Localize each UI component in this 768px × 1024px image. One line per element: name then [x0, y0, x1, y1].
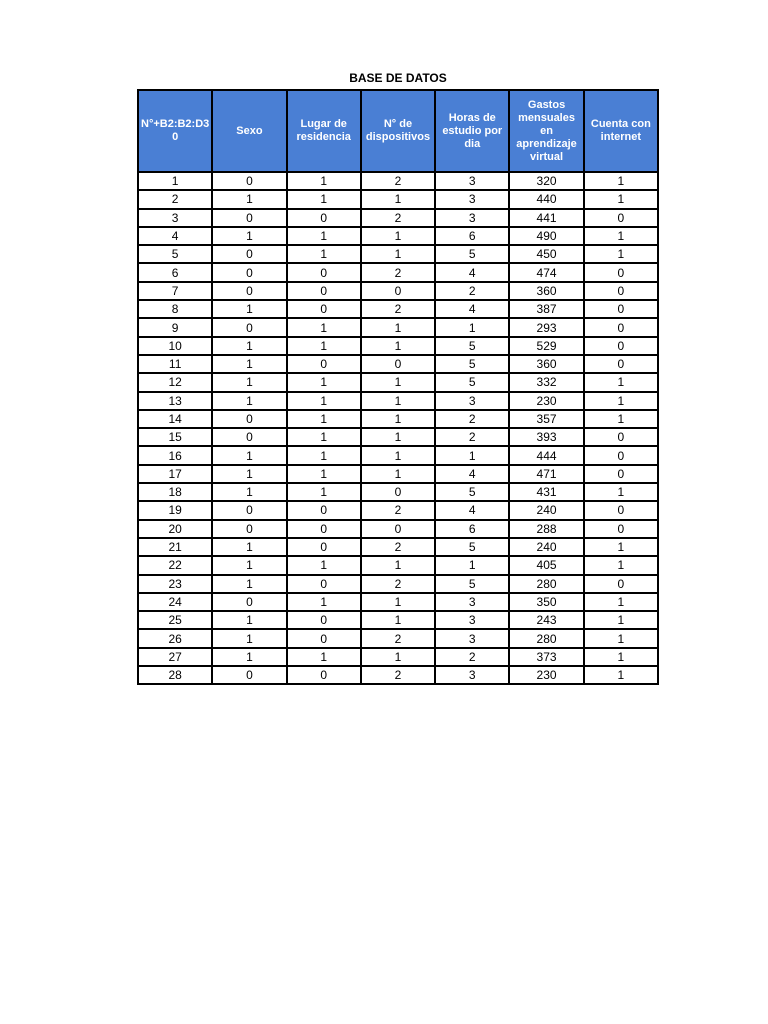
- table-row: [138, 373, 658, 391]
- table-cell: 431: [509, 483, 583, 501]
- table-row: [138, 575, 658, 593]
- table-cell: 1: [361, 318, 435, 336]
- table-cell: 1: [361, 245, 435, 263]
- table-cell: 0: [287, 263, 361, 281]
- table-cell: 0: [361, 520, 435, 538]
- table-cell: 5: [435, 245, 509, 263]
- table-row: [138, 337, 658, 355]
- table-cell: 5: [138, 245, 212, 263]
- table-cell: 21: [138, 538, 212, 556]
- table-body: [138, 172, 658, 684]
- table-cell: 6: [435, 520, 509, 538]
- table-cell: 8: [138, 300, 212, 318]
- table-cell: 1: [361, 428, 435, 446]
- column-header: Lugar de residencia: [287, 90, 361, 172]
- table-cell: 0: [212, 501, 286, 519]
- table-cell: 1: [584, 227, 658, 245]
- table-cell: 2: [361, 209, 435, 227]
- table-row: [138, 446, 658, 464]
- table-cell: 24: [138, 593, 212, 611]
- table-row: [138, 227, 658, 245]
- table-cell: 387: [509, 300, 583, 318]
- table-cell: 360: [509, 355, 583, 373]
- table-cell: 1: [212, 337, 286, 355]
- table-cell: 240: [509, 501, 583, 519]
- table-row: [138, 666, 658, 684]
- table-row: [138, 629, 658, 647]
- table-cell: 0: [287, 575, 361, 593]
- table-cell: 320: [509, 172, 583, 190]
- table-cell: 1: [361, 446, 435, 464]
- table-cell: 1: [287, 446, 361, 464]
- table-cell: 1: [361, 648, 435, 666]
- table-cell: 1: [584, 593, 658, 611]
- table-cell: 280: [509, 575, 583, 593]
- table-cell: 240: [509, 538, 583, 556]
- table-cell: 0: [212, 520, 286, 538]
- table-cell: 1: [287, 428, 361, 446]
- table-row: [138, 392, 658, 410]
- table-cell: 0: [287, 520, 361, 538]
- table-cell: 0: [584, 300, 658, 318]
- table-cell: 1: [361, 410, 435, 428]
- table-cell: 2: [435, 410, 509, 428]
- table-cell: 22: [138, 556, 212, 574]
- table-cell: 5: [435, 337, 509, 355]
- table-cell: 0: [584, 209, 658, 227]
- table-cell: 3: [435, 190, 509, 208]
- table-cell: 4: [435, 263, 509, 281]
- table-header: [138, 90, 658, 172]
- table-cell: 25: [138, 611, 212, 629]
- table-cell: 0: [212, 263, 286, 281]
- table-cell: 360: [509, 282, 583, 300]
- table-cell: 0: [584, 501, 658, 519]
- table-cell: 529: [509, 337, 583, 355]
- table-cell: 1: [212, 648, 286, 666]
- table-cell: 1: [584, 373, 658, 391]
- table-cell: 2: [361, 300, 435, 318]
- table-cell: 2: [435, 282, 509, 300]
- table-row: [138, 483, 658, 501]
- table-cell: 4: [435, 465, 509, 483]
- table-row: [138, 465, 658, 483]
- table-cell: 2: [435, 648, 509, 666]
- table-cell: 1: [287, 410, 361, 428]
- table-cell: 6: [138, 263, 212, 281]
- table-row: [138, 611, 658, 629]
- table-cell: 1: [287, 337, 361, 355]
- table-cell: 1: [212, 556, 286, 574]
- header-row: [138, 90, 658, 172]
- table-cell: 0: [584, 465, 658, 483]
- table-cell: 0: [212, 410, 286, 428]
- column-header: N° de dispositivos: [361, 90, 435, 172]
- table-cell: 0: [287, 209, 361, 227]
- table-cell: 1: [584, 410, 658, 428]
- table-cell: 0: [212, 428, 286, 446]
- table-cell: 0: [287, 501, 361, 519]
- table-cell: 0: [584, 520, 658, 538]
- table-row: [138, 593, 658, 611]
- table-cell: 1: [361, 556, 435, 574]
- table-cell: 2: [361, 172, 435, 190]
- table-cell: 4: [435, 501, 509, 519]
- table-cell: 1: [584, 538, 658, 556]
- table-cell: 16: [138, 446, 212, 464]
- table-cell: 1: [287, 373, 361, 391]
- table-cell: 1: [287, 172, 361, 190]
- table-cell: 26: [138, 629, 212, 647]
- table-cell: 1: [212, 392, 286, 410]
- table-cell: 3: [435, 666, 509, 684]
- table-cell: 0: [361, 355, 435, 373]
- table-cell: 0: [287, 355, 361, 373]
- table-cell: 20: [138, 520, 212, 538]
- table-cell: 5: [435, 538, 509, 556]
- table-cell: 373: [509, 648, 583, 666]
- table-cell: 1: [212, 629, 286, 647]
- table-cell: 441: [509, 209, 583, 227]
- table-cell: 1: [584, 648, 658, 666]
- table-cell: 357: [509, 410, 583, 428]
- table-cell: 1: [212, 575, 286, 593]
- table-cell: 0: [287, 611, 361, 629]
- table-cell: 474: [509, 263, 583, 281]
- table-row: [138, 428, 658, 446]
- table-cell: 0: [584, 263, 658, 281]
- table-cell: 1: [435, 556, 509, 574]
- table-cell: 0: [212, 172, 286, 190]
- table-cell: 1: [584, 611, 658, 629]
- table-row: [138, 538, 658, 556]
- table-cell: 1: [287, 556, 361, 574]
- table-cell: 0: [361, 483, 435, 501]
- column-header: Gastos mensuales en aprendizaje virtual: [509, 90, 583, 172]
- table-row: [138, 520, 658, 538]
- table-cell: 2: [361, 538, 435, 556]
- table-cell: 1: [212, 373, 286, 391]
- table-cell: 17: [138, 465, 212, 483]
- table-row: [138, 556, 658, 574]
- table-row: [138, 190, 658, 208]
- table-cell: 1: [287, 593, 361, 611]
- table-cell: 3: [435, 392, 509, 410]
- table-cell: 1: [287, 227, 361, 245]
- table-cell: 1: [212, 483, 286, 501]
- table-cell: 0: [584, 282, 658, 300]
- table-cell: 490: [509, 227, 583, 245]
- table-cell: 4: [138, 227, 212, 245]
- table-cell: 1: [584, 245, 658, 263]
- table-cell: 0: [287, 300, 361, 318]
- table-cell: 5: [435, 483, 509, 501]
- table-cell: 1: [361, 337, 435, 355]
- table-cell: 2: [361, 666, 435, 684]
- table-cell: 1: [212, 190, 286, 208]
- table-cell: 19: [138, 501, 212, 519]
- table-cell: 5: [435, 355, 509, 373]
- data-table: [137, 89, 659, 685]
- table-cell: 393: [509, 428, 583, 446]
- table-cell: 0: [361, 282, 435, 300]
- table-cell: 1: [584, 392, 658, 410]
- table-cell: 1: [584, 666, 658, 684]
- table-row: [138, 648, 658, 666]
- table-cell: 1: [287, 392, 361, 410]
- table-cell: 1: [361, 373, 435, 391]
- table-cell: 1: [584, 629, 658, 647]
- table-cell: 28: [138, 666, 212, 684]
- table-cell: 23: [138, 575, 212, 593]
- table-cell: 14: [138, 410, 212, 428]
- table-cell: 10: [138, 337, 212, 355]
- table-cell: 0: [584, 355, 658, 373]
- table-cell: 12: [138, 373, 212, 391]
- table-cell: 1: [584, 190, 658, 208]
- table-row: [138, 245, 658, 263]
- table-cell: 1: [212, 465, 286, 483]
- table-cell: 1: [212, 538, 286, 556]
- table-cell: 7: [138, 282, 212, 300]
- table-cell: 1: [361, 465, 435, 483]
- table-row: [138, 410, 658, 428]
- table-cell: 2: [361, 575, 435, 593]
- table-cell: 2: [361, 629, 435, 647]
- table-cell: 4: [435, 300, 509, 318]
- table-cell: 11: [138, 355, 212, 373]
- table-cell: 15: [138, 428, 212, 446]
- table-cell: 293: [509, 318, 583, 336]
- table-cell: 0: [584, 428, 658, 446]
- table-cell: 1: [138, 172, 212, 190]
- table-cell: 1: [584, 172, 658, 190]
- table-cell: 444: [509, 446, 583, 464]
- table-row: [138, 282, 658, 300]
- table-cell: 1: [287, 465, 361, 483]
- table-cell: 6: [435, 227, 509, 245]
- table-cell: 3: [435, 593, 509, 611]
- table-cell: 1: [212, 355, 286, 373]
- table-cell: 471: [509, 465, 583, 483]
- table-cell: 332: [509, 373, 583, 391]
- table-cell: 1: [287, 318, 361, 336]
- column-header: N°+B2:B2:D3 0: [138, 90, 212, 172]
- document-title: BASE DE DATOS: [349, 71, 447, 85]
- table-cell: 1: [212, 611, 286, 629]
- table-cell: 0: [584, 575, 658, 593]
- table-cell: 350: [509, 593, 583, 611]
- table-cell: 1: [212, 227, 286, 245]
- table-cell: 1: [212, 300, 286, 318]
- table-cell: 1: [361, 190, 435, 208]
- table-cell: 27: [138, 648, 212, 666]
- table-row: [138, 501, 658, 519]
- table-row: [138, 172, 658, 190]
- table-cell: 230: [509, 666, 583, 684]
- table-cell: 0: [212, 666, 286, 684]
- column-header: Horas de estudio por dia: [435, 90, 509, 172]
- table-cell: 3: [435, 629, 509, 647]
- table-cell: 3: [435, 172, 509, 190]
- table-cell: 2: [435, 428, 509, 446]
- table-cell: 3: [138, 209, 212, 227]
- table-cell: 3: [435, 611, 509, 629]
- table-cell: 0: [212, 245, 286, 263]
- table-cell: 0: [584, 337, 658, 355]
- table-cell: 13: [138, 392, 212, 410]
- table-cell: 450: [509, 245, 583, 263]
- table-cell: 405: [509, 556, 583, 574]
- table-cell: 0: [287, 666, 361, 684]
- table-row: [138, 209, 658, 227]
- table-cell: 0: [584, 446, 658, 464]
- table-cell: 1: [361, 392, 435, 410]
- table-cell: 2: [138, 190, 212, 208]
- table-row: [138, 355, 658, 373]
- table-cell: 0: [212, 209, 286, 227]
- table-cell: 288: [509, 520, 583, 538]
- column-header: Sexo: [212, 90, 286, 172]
- table-cell: 1: [287, 245, 361, 263]
- table-cell: 3: [435, 209, 509, 227]
- table-row: [138, 300, 658, 318]
- table-cell: 1: [287, 648, 361, 666]
- table-cell: 0: [287, 538, 361, 556]
- table-cell: 0: [287, 282, 361, 300]
- table-cell: 0: [287, 629, 361, 647]
- table-cell: 2: [361, 263, 435, 281]
- table-cell: 5: [435, 575, 509, 593]
- table-cell: 0: [212, 282, 286, 300]
- table-cell: 243: [509, 611, 583, 629]
- table-cell: 2: [361, 501, 435, 519]
- table-cell: 9: [138, 318, 212, 336]
- table-cell: 18: [138, 483, 212, 501]
- table-cell: 1: [361, 227, 435, 245]
- table-cell: 1: [584, 556, 658, 574]
- table-cell: 1: [435, 446, 509, 464]
- table-cell: 1: [361, 593, 435, 611]
- column-header: Cuenta con internet: [584, 90, 658, 172]
- table-cell: 0: [584, 318, 658, 336]
- table-cell: 1: [361, 611, 435, 629]
- table-cell: 0: [212, 318, 286, 336]
- table-cell: 1: [584, 483, 658, 501]
- table-cell: 1: [435, 318, 509, 336]
- table-cell: 0: [212, 593, 286, 611]
- table-row: [138, 263, 658, 281]
- table-cell: 230: [509, 392, 583, 410]
- table-cell: 440: [509, 190, 583, 208]
- table-cell: 1: [212, 446, 286, 464]
- table-cell: 5: [435, 373, 509, 391]
- table-row: [138, 318, 658, 336]
- table-cell: 280: [509, 629, 583, 647]
- table-cell: 1: [287, 190, 361, 208]
- table-cell: 1: [287, 483, 361, 501]
